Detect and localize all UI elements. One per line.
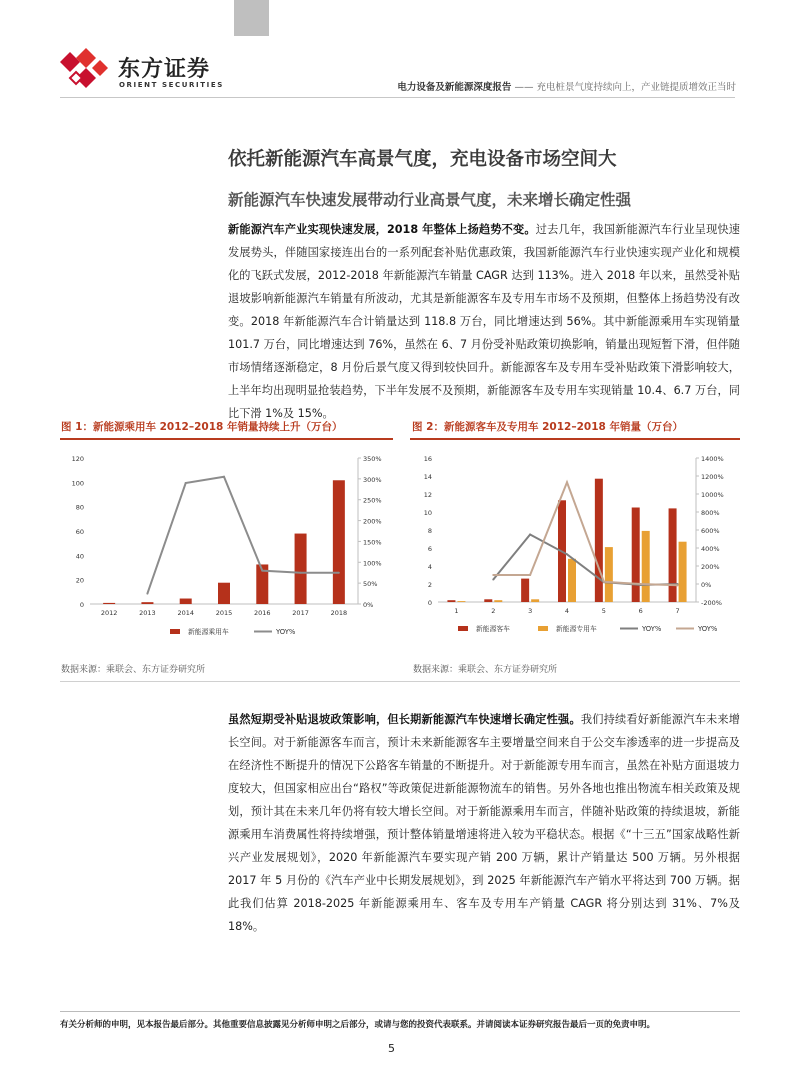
y-left-tick-label: 4 [427,563,432,571]
line-point-3-2 [492,574,494,576]
y-right-tick-label: 150% [363,538,382,547]
y-left-tick-label: 16 [423,455,432,463]
x-tick-label: 5 [601,607,606,615]
line-point-1-2015 [223,476,225,478]
y-left-tick-label: 6 [427,545,432,553]
y-right-tick-label: 250% [363,496,382,505]
y-left-tick-label: 60 [75,528,84,536]
page-number: 5 [388,1042,395,1055]
y-left-tick-label: 0 [427,599,432,607]
paragraph-1-lead: 新能源汽车产业实现快速发展，2018 年整体上扬趋势不变。 [228,223,536,236]
y-left-tick-label: 100 [71,479,84,488]
y-right-tick-label: 400% [701,545,720,553]
figure-2-title: 图 2：新能源客车及专用车 2012–2018 年销量（万台） [412,421,683,433]
paragraph-1 [228,218,740,425]
line-point-3-4 [566,481,568,483]
line-series-yoy-2 [493,535,677,585]
x-tick-label: 7 [675,607,680,615]
y-right-tick-label: 0% [701,581,712,589]
y-right-tick-label: 0% [363,601,374,609]
figure-1-title-rule [60,438,393,440]
line-point-1-2017 [300,572,302,574]
x-tick-label: 2018 [330,609,348,617]
legend-swatch-0 [458,626,468,631]
x-tick-label: 2017 [292,609,309,617]
line-point-2-3 [529,534,531,536]
x-tick-label: 2 [491,607,496,615]
y-left-tick-label: 20 [75,576,84,585]
legend-swatch-1 [538,626,548,631]
y-right-tick-label: -200% [701,599,722,607]
line-point-3-5 [603,581,605,583]
x-tick-label: 4 [564,607,570,615]
figure-1-source: 数据来源：乘联会、东方证券研究所 [61,665,206,675]
line-point-2-2 [492,579,494,581]
line-point-1-2016 [261,570,263,572]
bar-新能源乘用车-2012 [103,603,115,604]
logo-english: ORIENT SECURITIES [119,81,224,89]
bar-新能源客车-7 [669,508,677,602]
legend-label-1: 新能源专用车 [556,625,597,633]
line-point-3-3 [529,574,531,576]
footer-divider [60,1011,740,1012]
legend-label-2: YOY% [642,625,662,633]
bar-新能源专用车-1 [457,601,465,602]
line-point-3-6 [640,583,642,585]
header-decor-band [234,0,269,36]
section-subtitle: 新能源汽车快速发展带动行业高景气度，未来增长确定性强 [228,191,632,209]
report-title: 充电桩景气度持续向上，产业链提质增效正当时 [536,82,736,93]
chart-2-bus-special-ev-sales [408,446,742,646]
paragraph-1-body: 过去几年，我国新能源汽车行业呈现快速发展势头，伴随国家接连出台的一系列配套补贴优惠政策，我国新能源汽车行业快速实现产业化和规模化的飞跃式发展，2012-2018 年新能源汽车销量 CAGR 达到 113%。进入 2018 年以来，虽然受补贴退坡影响新能源汽车销量有所波动，尤其是新能源客车及专用车市场不及预期，但整体上扬趋势没有改变。2018 年新能源汽车合计销量达到 118.8 万台，同比增速达到 56%。其中新能源乘用车实现销量 101.7 万台，同比增速达到 76%，虽然在 6、7 月份受补贴政策切换影响，销量出现短暂下滑，但伴随市场情绪逐渐稳定，8 月份后景气度又得到较快回升。新能源客车及专用车受补贴政策下滑影响较大，上半年均出现明显抢装趋势，下半年发展不及预期，新能源客车及专用车实现销量 10.4、6.7 万台，同比下滑 1%及 15%。 [228,223,740,420]
y-left-tick-label: 2 [427,581,432,589]
bar-新能源乘用车-2017 [295,534,307,604]
legend-label-1: YOY% [276,628,296,636]
x-tick-label: 3 [528,607,533,615]
bar-新能源客车-3 [521,579,529,602]
line-point-3-7 [677,584,679,586]
line-point-1-2014 [185,482,187,484]
bar-新能源乘用车-2015 [218,583,230,604]
bar-新能源客车-1 [447,600,455,602]
y-right-tick-label: 50% [363,580,378,589]
line-point-1-2018 [338,572,340,574]
x-tick-label: 2016 [254,609,271,617]
y-left-tick-label: 40 [75,552,84,561]
bar-新能源乘用车-2018 [333,480,345,604]
x-tick-label: 2013 [139,609,156,617]
footer-disclaimer: 有关分析师的申明，见本报告最后部分。其他重要信息披露见分析师申明之后部分，或请与您的投资代表联系。并请阅读本证券研究报告最后一页的免责申明。 [60,1020,656,1030]
legend-swatch-0 [170,629,180,634]
bar-新能源专用车-3 [531,599,539,602]
running-header [356,79,736,93]
x-tick-label: 2014 [177,609,194,617]
y-right-tick-label: 600% [701,527,720,535]
report-type: 电力设备及新能源深度报告 [397,82,512,93]
legend-label-3: YOY% [698,625,718,633]
y-right-tick-label: 200% [701,563,720,571]
figure-2-source: 数据来源：乘联会、东方证券研究所 [413,665,558,675]
y-right-tick-label: 800% [701,509,720,517]
line-series-yoy-3 [493,482,677,585]
bar-新能源专用车-5 [605,547,613,602]
chart-1-passenger-ev-sales [60,446,395,646]
bar-新能源专用车-2 [494,600,502,602]
bar-新能源乘用车-2014 [180,599,192,604]
bar-新能源专用车-4 [568,559,576,602]
y-left-tick-label: 80 [75,503,84,512]
x-tick-label: 2015 [215,609,233,617]
line-series-yoy-1 [147,477,339,594]
y-right-tick-label: 1000% [701,491,724,499]
x-tick-label: 2012 [100,609,118,617]
y-right-tick-label: 1200% [701,473,724,481]
paragraph-2 [228,708,740,938]
legend-label-0: 新能源乘用车 [188,628,229,636]
orient-logo-icon [56,46,112,92]
paragraph-2-body: 我们持续看好新能源汽车未来增长空间。对于新能源客车而言，预计未来新能源客车主要增量空间来自于公交车渗透率的进一步提高及在经济性不断提升的情况下公路客车销量的不断提升。对于新能源专用车而言，虽然在补贴方面退坡力度较大，但国家相应出台“路权”等政策促进新能源物流车的销售。另外各地也推出物流车相关政策及规划，预计其在未来几年仍将有较大增长空间。对于新能源乘用车而言，伴随补贴政策的持续退坡，新能源乘用车消费属性将持续增强，预计整体销量增速将进入较为平稳状态。根据《“十三五”国家战略性新兴产业发展规划》，2020 年新能源汽车要实现产销 200 万辆，累计产销量达 500 万辆。另外根据 2017 年 5 月份的《汽车产业中长期发展规划》，到 2025 年新能源汽车产销水平将达到 700 万辆。据此我们估算 2018-2025 年新能源乘用车、客车及专用车产销量 CAGR 将分别达到 31%、7%及 18%。 [228,713,740,933]
bar-新能源专用车-7 [679,542,687,602]
header-divider [60,97,735,98]
y-left-tick-label: 8 [427,527,432,535]
line-point-1-2013 [146,593,148,595]
figure-1-title: 图 1：新能源乘用车 2012–2018 年销量持续上升（万台） [61,421,343,433]
x-tick-label: 6 [638,607,643,615]
section-title: 依托新能源汽车高景气度，充电设备市场空间大 [228,149,617,170]
y-right-tick-label: 200% [363,517,382,526]
bar-新能源专用车-6 [642,531,650,602]
y-left-tick-label: 14 [423,473,432,481]
bar-新能源客车-6 [632,508,640,603]
legend-label-0: 新能源客车 [476,625,510,633]
x-tick-label: 1 [454,607,459,615]
y-right-tick-label: 300% [363,475,382,484]
figure-bottom-divider [60,681,740,682]
y-left-tick-label: 120 [71,455,84,463]
y-left-tick-label: 0 [79,601,84,609]
y-left-tick-label: 10 [423,509,432,517]
line-point-2-4 [566,553,568,555]
bar-新能源乘用车-2013 [141,602,153,604]
header-separator: —— [511,82,537,93]
figure-2-title-rule [410,438,740,440]
y-right-tick-label: 350% [363,455,382,463]
bar-新能源客车-2 [484,599,492,602]
y-right-tick-label: 100% [363,559,382,568]
logo-name: 东方证券 [118,57,211,82]
y-left-tick-label: 12 [423,491,432,499]
bar-新能源客车-5 [595,479,603,602]
paragraph-2-lead: 虽然短期受补贴退坡政策影响，但长期新能源汽车快速增长确定性强。 [228,713,581,726]
y-right-tick-label: 1400% [701,455,724,463]
